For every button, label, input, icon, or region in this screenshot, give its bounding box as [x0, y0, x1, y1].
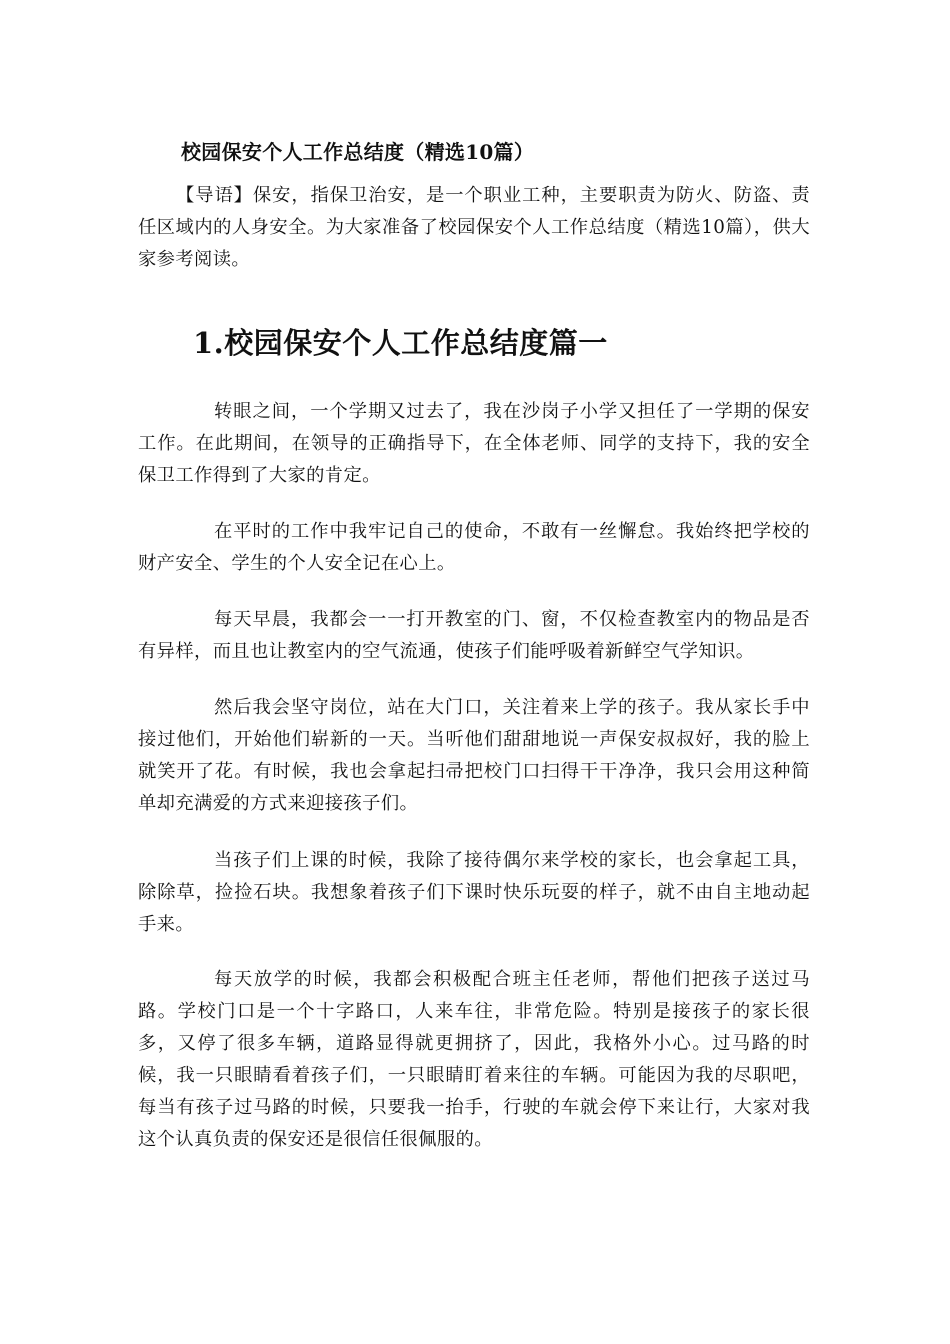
body-paragraph-1: 转眼之间，一个学期又过去了，我在沙岗子小学又担任了一学期的保安工作。在此期间，在领导的正确指导下，在全体老师、同学的支持下，我的安全保卫工作得到了大家的肯定。	[138, 401, 810, 486]
document-title: 校园保安个人工作总结度（精选10篇）	[181, 140, 535, 164]
body-paragraph-4: 然后我会坚守岗位，站在大门口，关注着来上学的孩子。我从家长手中接过他们，开始他们崭新的一天。当听他们甜甜地说一声保安叔叔好，我的脸上就笑开了花。有时候，我也会拿起扫帚把校门口扫得干干净净，我只会用这种简单却充满爱的方式来迎接孩子们。	[138, 697, 810, 814]
body-paragraph-5: 当孩子们上课的时候，我除了接待偶尔来学校的家长，也会拿起工具，除除草，捡捡石块。我想象着孩子们下课时快乐玩耍的样子，就不由自主地动起手来。	[138, 850, 810, 935]
section-heading: 1.校园保安个人工作总结度篇一	[193, 326, 608, 360]
intro-paragraph: 【导语】保安，指保卫治安，是一个职业工种，主要职责为防火、防盗、责任区域内的人身安全。为大家准备了校园保安个人工作总结度（精选10篇），供大家参考阅读。	[138, 185, 810, 270]
body-paragraph-2: 在平时的工作中我牢记自己的使命，不敢有一丝懈怠。我始终把学校的财产安全、学生的个人安全记在心上。	[138, 521, 810, 574]
body-paragraph-3: 每天早晨，我都会一一打开教室的门、窗，不仅检查教室内的物品是否有异样，而且也让教室内的空气流通，使孩子们能呼吸着新鲜空气学知识。	[138, 609, 810, 662]
body-paragraph-6: 每天放学的时候，我都会积极配合班主任老师，帮他们把孩子送过马路。学校门口是一个十字路口，人来车往，非常危险。特别是接孩子的家长很多，又停了很多车辆，道路显得就更拥挤了，因此，我格外小心。过马路的时候，我一只眼睛看着孩子们，一只眼睛盯着来往的车辆。可能因为我的尽职吧，每当有孩子过马路的时候，只要我一抬手，行驶的车就会停下来让行，大家对我这个认真负责的保安还是很信任很佩服的。	[138, 969, 810, 1150]
